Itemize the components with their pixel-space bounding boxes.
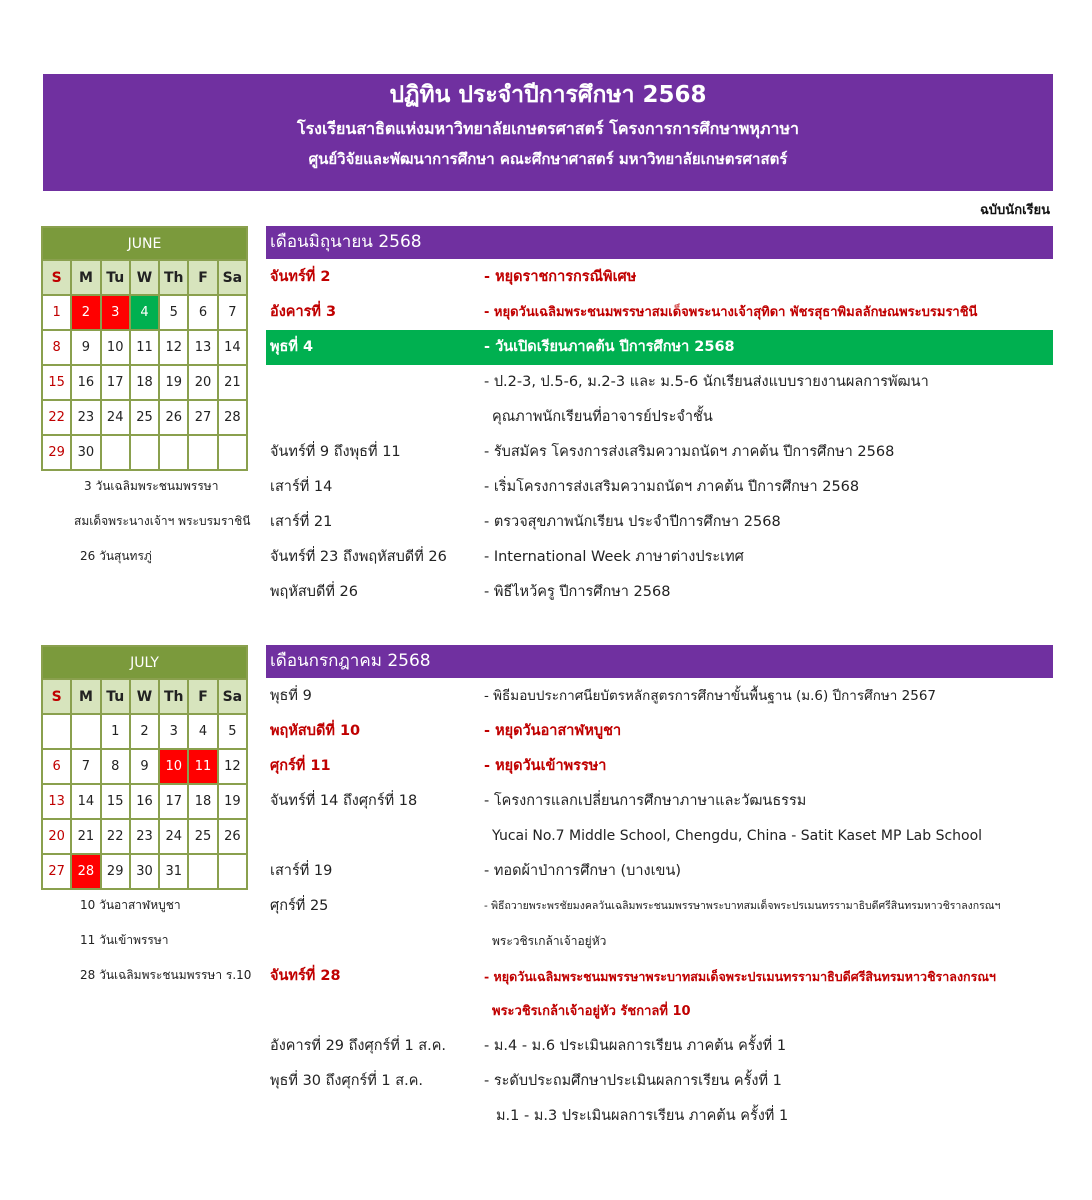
weekday-header: Sa (218, 679, 247, 714)
day-cell: 29 (42, 435, 71, 470)
weekday-header: Tu (101, 679, 130, 714)
day-cell (159, 435, 188, 470)
event-desc: พระวชิรเกล้าเจ้าอยู่หัว (492, 934, 607, 948)
day-cell-school-opening: 4 (130, 295, 159, 330)
weekday-header: M (71, 260, 100, 295)
event-desc: คุณภาพนักเรียนที่อาจารย์ประจำชั้น (492, 409, 713, 425)
research-center-name: ศูนย์วิจัยและพัฒนาการศึกษา คณะศึกษาศาสตร์ มหาวิทยาลัยเกษตรศาสตร์ (308, 150, 788, 168)
day-cell (130, 435, 159, 470)
day-cell-holiday: 2 (71, 295, 100, 330)
event-desc: - ม.4 - ม.6 ประเมินผลการเรียน ภาคต้น ครั้งที่ 1 (484, 1038, 787, 1054)
weekday-header: Th (159, 679, 188, 714)
weekday-header: W (130, 260, 159, 295)
school-name: โรงเรียนสาธิตแห่งมหาวิทยาลัยเกษตรศาสตร์ โครงการการศึกษาพหุภาษา (296, 119, 799, 138)
day-cell: 20 (42, 819, 71, 854)
event-row (266, 854, 1053, 889)
day-cell: 18 (130, 365, 159, 400)
note-item: สมเด็จพระนางเจ้าฯ พระบรมราชินี (74, 514, 251, 528)
event-desc: ม.1 - ม.3 ประเมินผลการเรียน ภาคต้น ครั้งที่ 1 (496, 1108, 789, 1124)
event-date: ศุกร์ที่ 11 (270, 758, 331, 774)
day-cell: 28 (218, 400, 247, 435)
july-mini-calendar (41, 645, 248, 890)
day-cell: 1 (101, 714, 130, 749)
event-desc: - พิธีมอบประกาศนียบัตรหลักสูตรการศึกษาขั้นพื้นฐาน (ม.6) ปีการศึกษา 2567 (484, 688, 937, 704)
event-date: พุธที่ 4 (270, 339, 314, 355)
event-desc: - International Week ภาษาต่างประเทศ (484, 549, 744, 565)
day-cell: 23 (71, 400, 100, 435)
event-date: ศุกร์ที่ 25 (270, 898, 329, 914)
day-cell: 13 (42, 784, 71, 819)
day-cell: 27 (42, 854, 71, 889)
day-cell: 30 (71, 435, 100, 470)
day-cell-holiday: 3 (101, 295, 130, 330)
event-desc: - หยุดวันเฉลิมพระชนมพรรษาสมเด็จพระนางเจ้าสุทิดา พัชรสุธาพิมลลักษณพระบรมราชินี (484, 305, 978, 320)
day-cell: 29 (101, 854, 130, 889)
event-date: อังคารที่ 3 (270, 304, 337, 320)
event-desc: - หยุดราชการกรณีพิเศษ (484, 269, 637, 285)
event-date: จันทร์ที่ 2 (270, 269, 331, 285)
day-cell: 17 (159, 784, 188, 819)
event-desc: - หยุดวันอาสาฬหบูชา (484, 723, 622, 739)
event-desc: - ระดับประถมศึกษาประเมินผลการเรียน ครั้งที่ 1 (484, 1073, 782, 1089)
event-row (266, 505, 1053, 540)
july-calendar-title: JULY (42, 646, 247, 679)
day-cell: 8 (42, 330, 71, 365)
page-title: ปฏิทิน ประจำปีการศึกษา 2568 (389, 82, 707, 108)
june-mini-calendar (41, 226, 248, 471)
note-item: 28 วันเฉลิมพระชนมพรรษา ร.10 (80, 968, 252, 982)
event-desc: - พิธีไหว้ครู ปีการศึกษา 2568 (484, 584, 671, 600)
note-item: 26 วันสุนทรภู่ (80, 549, 152, 563)
event-row (266, 749, 1053, 784)
event-date: เสาร์ที่ 21 (270, 514, 333, 530)
day-cell: 17 (101, 365, 130, 400)
june-month-title: เดือนมิถุนายน 2568 (266, 226, 1053, 259)
june-calendar-title: JUNE (42, 227, 247, 260)
event-row (266, 819, 1053, 854)
day-cell: 12 (218, 749, 247, 784)
weekday-header: Tu (101, 260, 130, 295)
day-cell: 7 (71, 749, 100, 784)
weekday-header: M (71, 679, 100, 714)
day-cell (218, 854, 247, 889)
day-cell (188, 854, 217, 889)
event-desc: - วันเปิดเรียนภาคต้น ปีการศึกษา 2568 (484, 339, 735, 355)
day-cell: 13 (188, 330, 217, 365)
day-cell: 24 (101, 400, 130, 435)
day-cell (101, 435, 130, 470)
day-cell-holiday: 28 (71, 854, 100, 889)
note-item: 3 วันเฉลิมพระชนมพรรษา (84, 479, 219, 493)
weekday-header: F (188, 260, 217, 295)
day-cell: 14 (71, 784, 100, 819)
day-cell: 15 (42, 365, 71, 400)
event-row (266, 260, 1053, 295)
event-row (266, 540, 1053, 575)
event-date: จันทร์ที่ 28 (270, 968, 341, 984)
event-date: พฤหัสบดีที่ 10 (270, 723, 361, 739)
day-cell: 31 (159, 854, 188, 889)
day-cell: 11 (130, 330, 159, 365)
day-cell: 4 (188, 714, 217, 749)
calendar-header (43, 74, 1053, 191)
event-row (266, 575, 1053, 610)
day-cell: 3 (159, 714, 188, 749)
day-cell: 5 (218, 714, 247, 749)
day-cell: 27 (188, 400, 217, 435)
note-item: 10 วันอาสาฬหบูชา (80, 898, 181, 912)
weekday-header: Sa (218, 260, 247, 295)
day-cell: 25 (188, 819, 217, 854)
day-cell: 16 (71, 365, 100, 400)
day-cell (188, 435, 217, 470)
event-date: เสาร์ที่ 19 (270, 863, 333, 879)
weekday-header: S (42, 260, 71, 295)
day-cell: 12 (159, 330, 188, 365)
june-holiday-notes (0, 469, 262, 574)
event-row (266, 400, 1053, 435)
weekday-header: S (42, 679, 71, 714)
day-cell: 14 (218, 330, 247, 365)
event-row (266, 679, 1053, 714)
day-cell: 6 (42, 749, 71, 784)
event-desc: - รับสมัคร โครงการส่งเสริมความถนัดฯ ภาคต้น ปีการศึกษา 2568 (484, 444, 895, 460)
july-holiday-notes (0, 888, 262, 993)
day-cell: 18 (188, 784, 217, 819)
july-month-title: เดือนกรกฎาคม 2568 (266, 645, 1053, 678)
event-row (266, 924, 1053, 959)
day-cell: 22 (101, 819, 130, 854)
edition-label: ฉบับนักเรียน (979, 203, 1050, 218)
day-cell: 25 (130, 400, 159, 435)
event-date: จันทร์ที่ 23 ถึงพฤหัสบดีที่ 26 (270, 549, 447, 565)
event-row (266, 714, 1053, 749)
day-cell: 21 (218, 365, 247, 400)
day-cell-holiday: 10 (159, 749, 188, 784)
event-desc: - ตรวจสุขภาพนักเรียน ประจำปีการศึกษา 2568 (484, 514, 781, 530)
day-cell: 5 (159, 295, 188, 330)
day-cell: 2 (130, 714, 159, 749)
event-desc: พระวชิรเกล้าเจ้าอยู่หัว รัชกาลที่ 10 (492, 1004, 691, 1019)
day-cell: 1 (42, 295, 71, 330)
day-cell: 16 (130, 784, 159, 819)
event-desc: - พิธีถวายพระพรชัยมงคลวันเฉลิมพระชนมพรรษาพระบาทสมเด็จพระปรเมนทรรามาธิบดีศรีสินทรมหาวชิราลงกรณฯ (484, 900, 1001, 912)
event-date: อังคารที่ 29 ถึงศุกร์ที่ 1 ส.ค. (270, 1038, 447, 1054)
day-cell: 30 (130, 854, 159, 889)
day-cell: 15 (101, 784, 130, 819)
day-cell: 8 (101, 749, 130, 784)
event-row (266, 470, 1053, 505)
event-desc: - โครงการแลกเปลี่ยนการศึกษาภาษาและวัฒนธรรม (484, 793, 807, 809)
june-events (266, 260, 1053, 610)
day-cell: 7 (218, 295, 247, 330)
event-row (266, 365, 1053, 400)
event-date: จันทร์ที่ 14 ถึงศุกร์ที่ 18 (270, 793, 418, 809)
day-cell: 21 (71, 819, 100, 854)
event-row (266, 889, 1053, 924)
weekday-header: Th (159, 260, 188, 295)
day-cell: 22 (42, 400, 71, 435)
event-row (266, 994, 1053, 1029)
july-events (266, 679, 1053, 1134)
day-cell: 6 (188, 295, 217, 330)
weekday-header: F (188, 679, 217, 714)
day-cell: 20 (188, 365, 217, 400)
day-cell: 9 (130, 749, 159, 784)
event-row (266, 435, 1053, 470)
event-desc: - หยุดวันเฉลิมพระชนมพรรษาพระบาทสมเด็จพระปรเมนทรรามาธิบดีศรีสินทรมหาวชิราลงกรณฯ (484, 969, 996, 984)
event-row (266, 784, 1053, 819)
event-desc: - เริ่มโครงการส่งเสริมความถนัดฯ ภาคต้น ปีการศึกษา 2568 (484, 479, 860, 495)
event-row-school-opening (266, 330, 1053, 365)
day-cell: 26 (218, 819, 247, 854)
event-desc: - ทอดผ้าป่าการศึกษา (บางเขน) (484, 863, 682, 879)
day-cell: 24 (159, 819, 188, 854)
event-row (266, 1029, 1053, 1064)
day-cell (71, 714, 100, 749)
day-cell: 10 (101, 330, 130, 365)
event-date: พฤหัสบดีที่ 26 (270, 584, 358, 600)
day-cell: 19 (218, 784, 247, 819)
weekday-header: W (130, 679, 159, 714)
event-row (266, 1064, 1053, 1099)
event-desc: - หยุดวันเข้าพรรษา (484, 758, 607, 774)
note-item: 11 วันเข้าพรรษา (80, 933, 169, 947)
event-date: พุธที่ 9 (270, 688, 312, 704)
event-date: พุธที่ 30 ถึงศุกร์ที่ 1 ส.ค. (270, 1073, 424, 1089)
day-cell: 26 (159, 400, 188, 435)
event-date: จันทร์ที่ 9 ถึงพุธที่ 11 (270, 444, 401, 460)
event-date: เสาร์ที่ 14 (270, 479, 333, 495)
day-cell: 19 (159, 365, 188, 400)
event-desc: - ป.2-3, ป.5-6, ม.2-3 และ ม.5-6 นักเรียนส่งแบบรายงานผลการพัฒนา (484, 374, 929, 390)
day-cell (42, 714, 71, 749)
event-desc: Yucai No.7 Middle School, Chengdu, China - Satit Kaset MP Lab School (492, 828, 983, 844)
event-row (266, 295, 1053, 330)
day-cell (218, 435, 247, 470)
day-cell-holiday: 11 (188, 749, 217, 784)
day-cell: 9 (71, 330, 100, 365)
event-row (266, 959, 1053, 994)
event-row (266, 1099, 1053, 1134)
day-cell: 23 (130, 819, 159, 854)
